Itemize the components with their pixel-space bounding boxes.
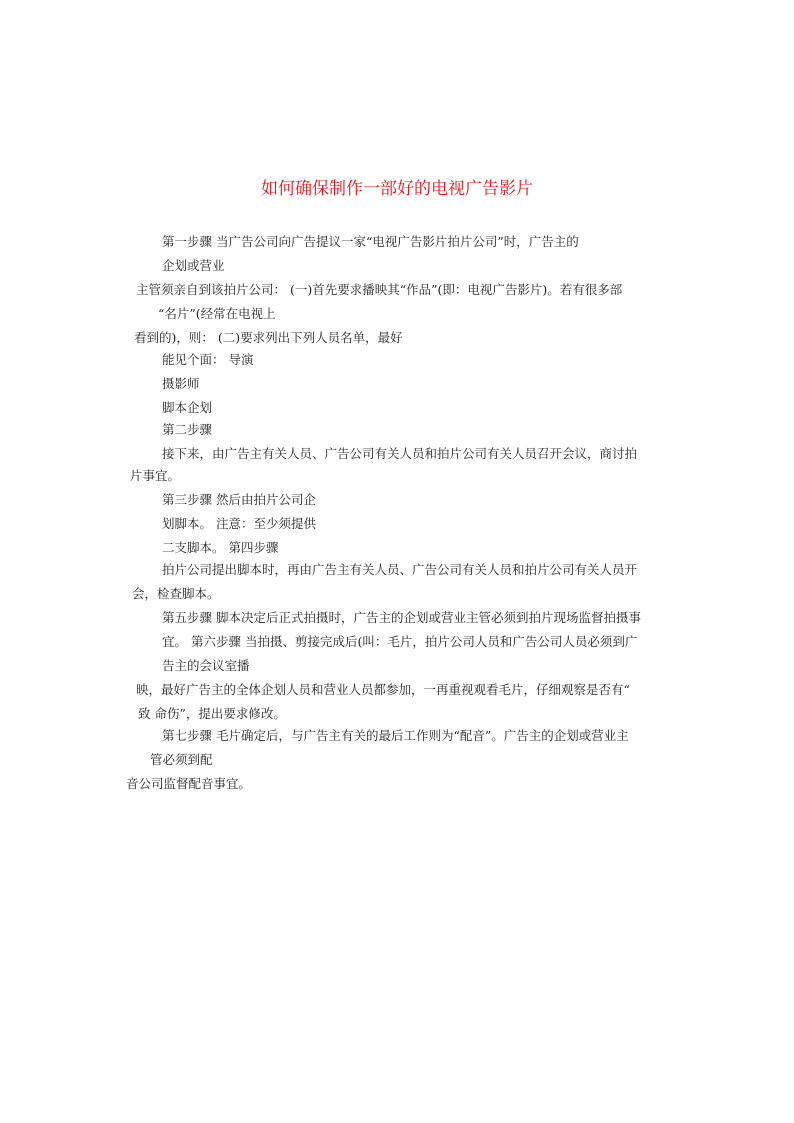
paragraph-line: 第一步骤 当广告公司向广告提议一家“电视广告影片拍片公司”时，广告主的	[162, 234, 579, 249]
paragraph-line: 主管须亲自到该拍片公司： (一)首先要求播映其“作品”(即：电视广告影片)。若有很多部	[136, 282, 623, 297]
paragraph-line: 接下来，由广告主有关人员、广告公司有关人员和拍片公司有关人员召开会议，商讨拍	[162, 446, 638, 461]
paragraph-line: 片事宜。	[130, 468, 181, 483]
paragraph-line: 二支脚本。 第四步骤	[162, 540, 279, 555]
paragraph-line: 管必须到配	[150, 752, 213, 767]
paragraph-line: 划脚本。 注意：至少须提供	[162, 516, 316, 531]
paragraph-line: 第七步骤 毛片确定后，与广告主有关的最后工作则为“配音”。广告主的企划或营业主	[162, 728, 629, 743]
paragraph-line: 告主的会议室播	[162, 658, 250, 673]
document-title: 如何确保制作一部好的电视广告影片	[261, 179, 533, 199]
paragraph-line: 能见个面： 导演	[162, 352, 254, 367]
paragraph-line: 音公司监督配音事宜。	[126, 776, 252, 791]
paragraph-line: 企划或营业	[162, 258, 225, 273]
paragraph-line: 第二步骤	[162, 422, 213, 437]
paragraph-line: 映，最好广告主的全体企划人员和营业人员都参加，一再重视观看毛片，仔细观察是否有“	[136, 682, 630, 697]
paragraph-line: 摄影师	[162, 376, 200, 391]
paragraph-line: 会，检查脚本。	[132, 586, 220, 601]
paragraph-line: 看到的)，则： (二)要求列出下列人员名单，最好	[134, 330, 403, 345]
paragraph-line: 拍片公司提出脚本时，再由广告主有关人员、广告公司有关人员和拍片公司有关人员开	[162, 562, 638, 577]
paragraph-line: 致 命伤”，提出要求修改。	[138, 706, 286, 721]
paragraph-line: “名片”(经常在电视上	[158, 306, 276, 321]
paragraph-line: 宜。 第六步骤 当拍摄、剪接完成后(叫：毛片，拍片公司人员和广告公司人员必须到广	[162, 634, 638, 649]
paragraph-line: 第三步骤 然后由拍片公司企	[162, 492, 316, 507]
paragraph-line: 第五步骤 脚本决定后正式拍摄时，广告主的企划或营业主管必须到拍片现场监督拍摄事	[162, 610, 641, 625]
paragraph-line: 脚本企划	[162, 400, 213, 415]
